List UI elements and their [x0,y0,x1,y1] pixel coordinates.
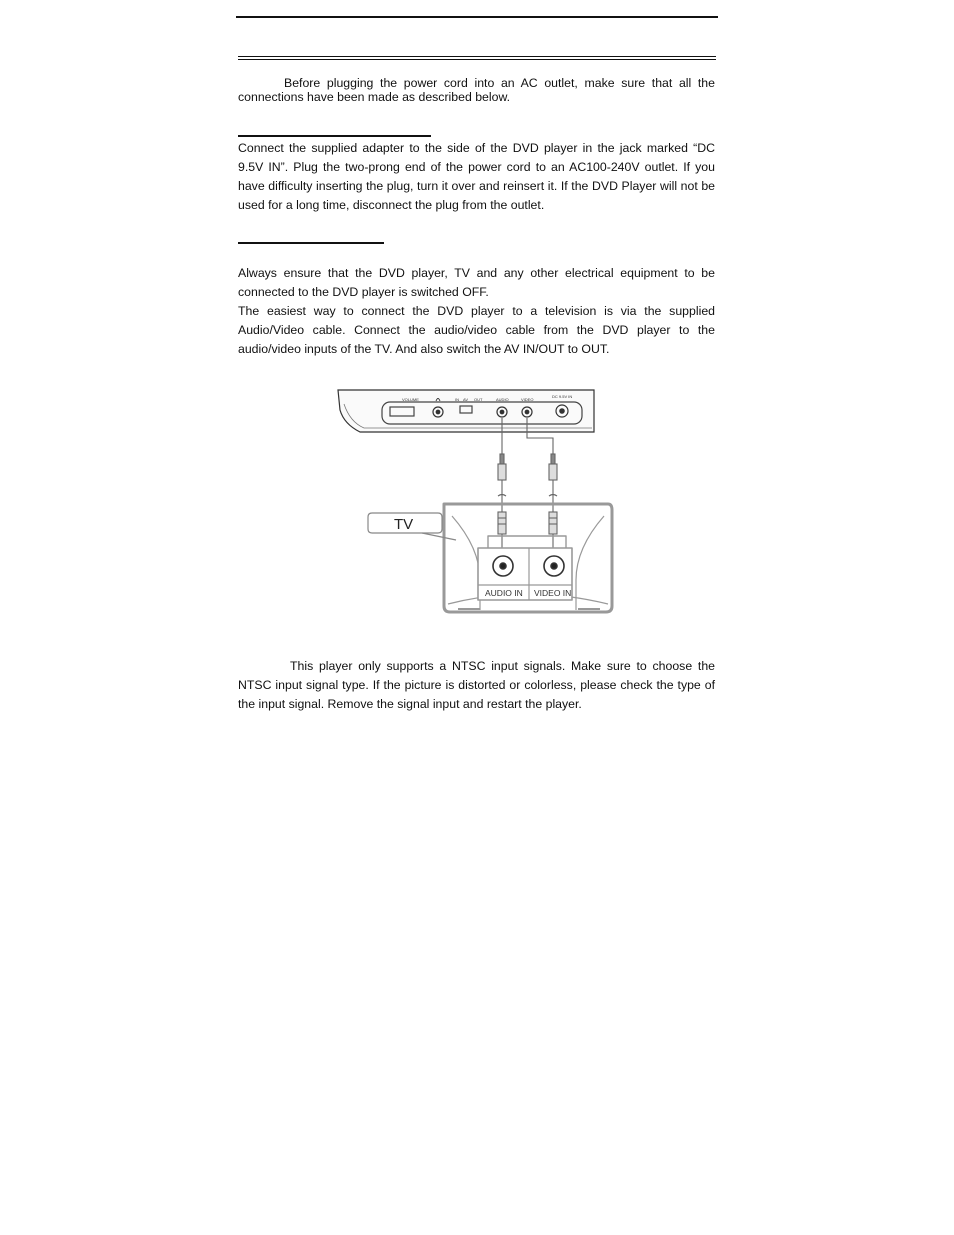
ntsc-note: This player only supports a NTSC input signals. Make sure to choose the NTSC input signal type. If the picture is distorted or colorless, please check the type of the input signal. Remove the signal input and restart the player. [238,659,715,711]
tv-heading-underline [238,242,384,244]
tv-label: TV [394,516,414,533]
title-rule-lower [238,59,716,60]
label-audio: AUDIO [496,397,509,402]
page-top-rule [236,16,718,18]
label-out: OUT [474,397,483,402]
label-volume: VOLUME [402,397,419,402]
connection-diagram [330,380,620,620]
power-heading-underline [238,135,431,137]
label-av: AV [463,397,469,402]
tv-paragraph-2: The easiest way to connect the DVD player to a television is via the supplied Audio/Video cable. Connect the audio/video cable from the DVD player to the audio/video inputs of the TV. And also switch the AV IN/OUT to OUT. [238,304,715,356]
label-dc: DC 9.5V IN [552,394,573,399]
tv-rear-panel [444,504,612,612]
intro-paragraph: Before plugging the power cord into an AC outlet, make sure that all the connections have been made as described below. [238,76,715,104]
label-video: VIDEO [521,397,534,402]
power-paragraph: Connect the supplied adapter to the side of the DVD player in the jack marked “DC 9.5V IN”. Plug the two-prong end of the power cord to an AC100-240V outlet. If you have difficulty inserting the plug, turn it over and reinsert it. If the DVD Player will not be used for a long time, disconnect the plug from the outlet. [238,141,715,212]
audio-in-label: AUDIO IN [485,588,523,598]
av-cable [498,418,557,548]
title-rule-upper [238,56,716,57]
video-in-label: VIDEO IN [534,588,572,598]
label-in: IN [455,397,459,402]
tv-paragraph-1: Always ensure that the DVD player, TV and any other electrical equipment to be connected to the DVD player is switched OFF. [238,266,715,299]
